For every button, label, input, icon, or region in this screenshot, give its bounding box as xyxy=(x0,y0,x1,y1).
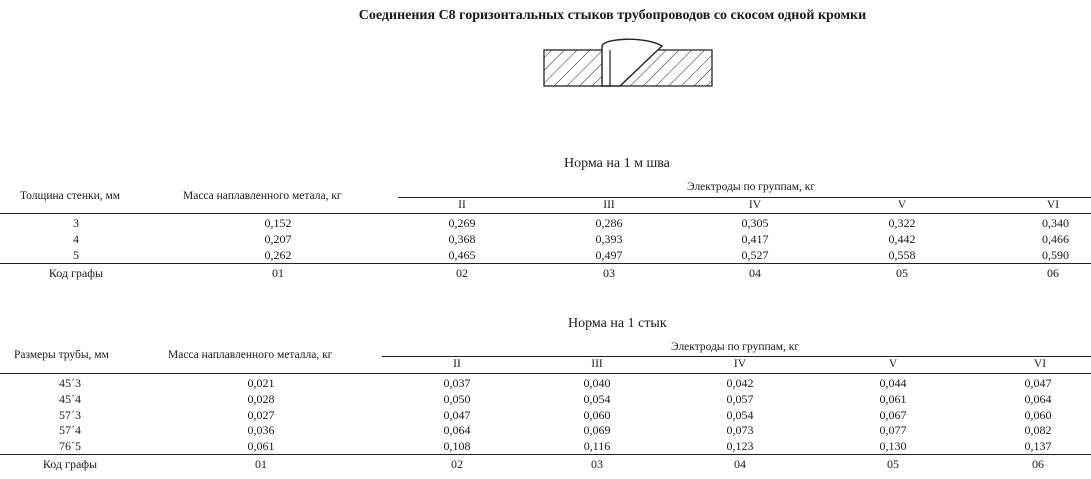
table1-code: 06 xyxy=(1047,266,1059,280)
table1-cell: 0,442 xyxy=(888,232,916,246)
table2-group-label: II xyxy=(453,358,461,370)
table2-cell: 0,060 xyxy=(1024,408,1052,422)
table2-group-label: III xyxy=(591,358,603,370)
table1-code: 05 xyxy=(896,266,908,280)
table2-code: 01 xyxy=(255,457,267,471)
table2-group-label: V xyxy=(888,358,898,370)
table2-cell: 0,108 xyxy=(443,439,471,453)
table2-col1-header: Размеры трубы, мм xyxy=(14,349,109,361)
table2-cell: 0,027 xyxy=(247,408,275,422)
table1-cell: 0,262 xyxy=(264,248,292,262)
table1-code: 01 xyxy=(272,266,284,280)
table2-cell: 0,077 xyxy=(879,423,907,437)
table1-group-rule xyxy=(398,197,1091,198)
table1-cell: 0,497 xyxy=(595,248,623,262)
table1-cell: 0,417 xyxy=(741,232,769,246)
table1-cell: 0,322 xyxy=(888,216,916,230)
table1-code: 04 xyxy=(749,266,761,280)
table1-header-rule xyxy=(0,213,1091,214)
left-plate xyxy=(544,50,610,86)
table1-group-label: II xyxy=(458,199,466,211)
table1-cell: 4 xyxy=(73,232,79,246)
table1-cell: 0,393 xyxy=(595,232,623,246)
table2-code: 06 xyxy=(1032,457,1044,471)
table2-cell: 0,069 xyxy=(583,423,611,437)
table1-group-header: Электроды по группам, кг xyxy=(687,181,816,193)
table2-code: 05 xyxy=(887,457,899,471)
table2-cell: 76´5 xyxy=(59,439,81,453)
table1-cell: 0,466 xyxy=(1042,232,1069,246)
table1-group-label: III xyxy=(603,199,615,211)
table1-group-label: V xyxy=(897,199,907,211)
table2-cell: 57´4 xyxy=(59,423,81,437)
weld-joint-diagram xyxy=(540,36,716,92)
table2-cell: 0,047 xyxy=(443,408,471,422)
table1-cell: 0,340 xyxy=(1042,216,1069,230)
table2-group-header: Электроды по группам, кг xyxy=(671,341,800,353)
table1-cell: 3 xyxy=(73,216,79,230)
table2-code: 03 xyxy=(591,457,603,471)
table2-group-label: IV xyxy=(733,358,747,370)
table1-code-label: Код графы xyxy=(48,266,104,280)
table1-col1-header: Толщина стенки, мм xyxy=(20,190,121,202)
table2-cell: 0,040 xyxy=(583,376,611,390)
table2-cell: 0,116 xyxy=(583,439,611,453)
table1-group-label: IV xyxy=(748,199,762,211)
table2-cell: 0,054 xyxy=(583,392,611,406)
table1-cell: 0,305 xyxy=(741,216,769,230)
table2-cell: 57´3 xyxy=(59,408,81,422)
table1-cell: 0,558 xyxy=(888,248,916,262)
table2-group-label: VI xyxy=(1033,358,1047,370)
table2-cell: 0,060 xyxy=(583,408,611,422)
table1-cell: 0,465 xyxy=(448,248,476,262)
table1-group-label: VI xyxy=(1046,199,1060,211)
table2-code-label: Код графы xyxy=(42,457,98,471)
table1-cell: 0,269 xyxy=(448,216,476,230)
table1-cell: 0,207 xyxy=(264,232,292,246)
table2-col2-header: Масса наплавленного металла, кг xyxy=(168,349,333,361)
table1-cell: 0,590 xyxy=(1042,248,1069,262)
page-title: Соединения C8 горизонтальных стыков трубопроводов со скосом одной кромки xyxy=(358,8,867,23)
table2-code: 02 xyxy=(451,457,463,471)
table1-cell: 0,152 xyxy=(264,216,292,230)
table2-cell: 0,047 xyxy=(1024,376,1052,390)
table2-cell: 0,021 xyxy=(247,376,275,390)
table2-cell: 0,042 xyxy=(726,376,754,390)
table2-cell: 0,130 xyxy=(879,439,907,453)
table2-cell: 0,050 xyxy=(443,392,471,406)
table2-cell: 0,028 xyxy=(247,392,275,406)
table2-cell: 0,061 xyxy=(879,392,907,406)
table1-caption: Норма на 1 м шва xyxy=(564,156,670,171)
table1-col2-header: Масса наплавленного метала, кг xyxy=(183,190,342,202)
table2-cell: 45´4 xyxy=(59,392,81,406)
table2-cell: 0,057 xyxy=(726,392,754,406)
table1-cell: 0,286 xyxy=(595,216,623,230)
table2-cell: 0,036 xyxy=(247,423,275,437)
table2-group-rule xyxy=(382,356,1091,357)
table2-caption: Норма на 1 стык xyxy=(568,316,667,331)
table2-cell: 0,054 xyxy=(726,408,754,422)
table2-cell: 0,061 xyxy=(247,439,275,453)
table2-cell: 0,044 xyxy=(879,376,907,390)
table1-code: 02 xyxy=(456,266,468,280)
table1-body-rule xyxy=(0,263,1091,264)
table1-cell: 0,368 xyxy=(448,232,476,246)
table2-cell: 0,073 xyxy=(726,423,754,437)
table2-cell: 0,082 xyxy=(1024,423,1052,437)
table2-body-rule xyxy=(0,454,1091,455)
table2-cell: 0,064 xyxy=(443,423,471,437)
table1-cell: 5 xyxy=(73,248,79,262)
table2-cell: 0,067 xyxy=(879,408,907,422)
table2-cell: 0,037 xyxy=(443,376,471,390)
table2-cell: 0,137 xyxy=(1024,439,1052,453)
table2-header-rule xyxy=(0,373,1091,374)
table1-code: 03 xyxy=(603,266,615,280)
table2-cell: 0,064 xyxy=(1024,392,1052,406)
table2-cell: 0,123 xyxy=(726,439,754,453)
table2-code: 04 xyxy=(734,457,746,471)
table2-cell: 45´3 xyxy=(59,376,81,390)
table1-cell: 0,527 xyxy=(741,248,769,262)
